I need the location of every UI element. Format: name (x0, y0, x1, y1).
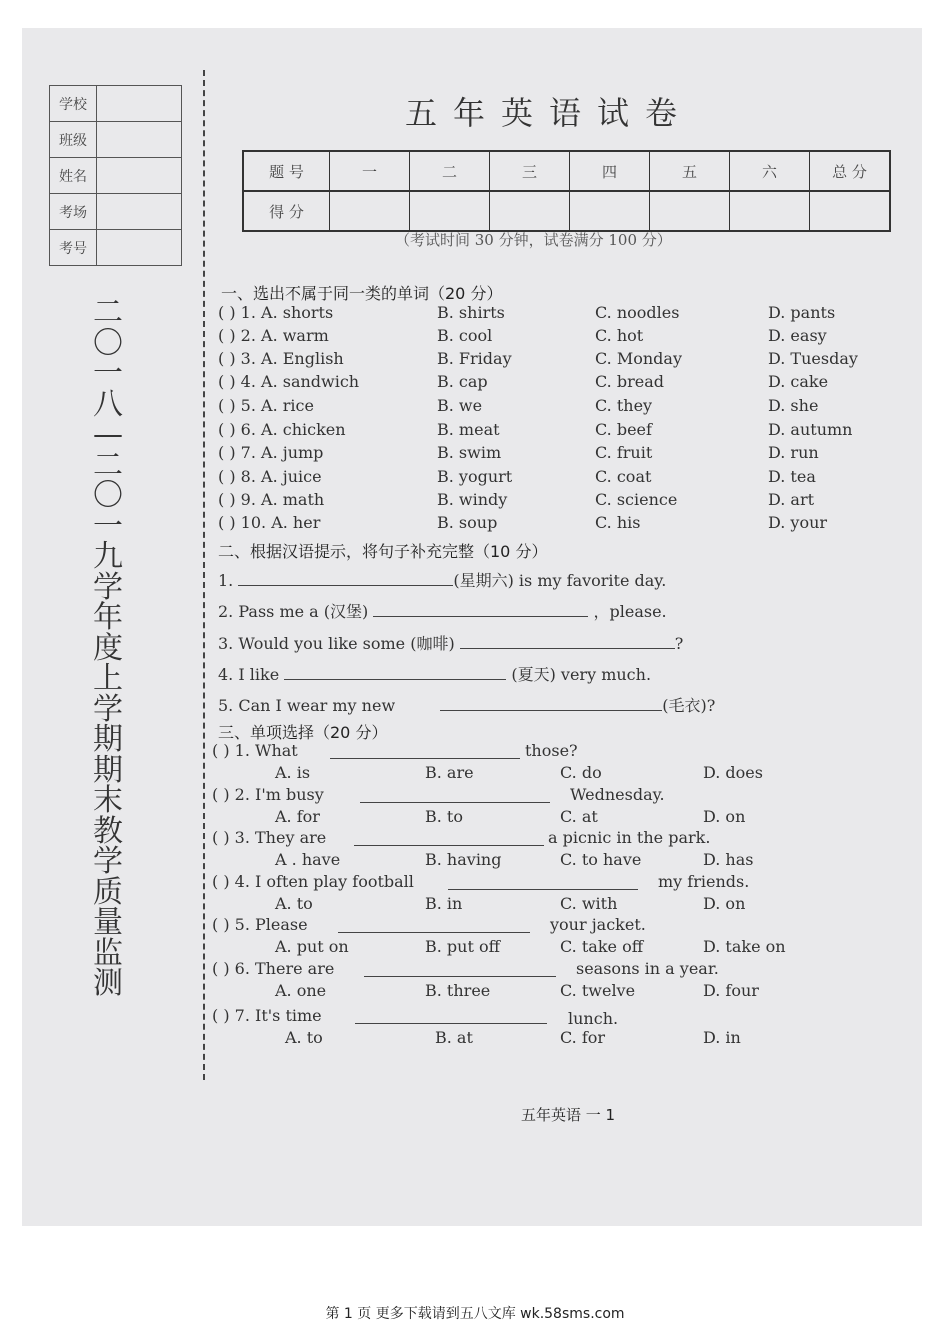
question-tail: those? (525, 741, 578, 760)
question-stem: ( ) 7. It's time (212, 1006, 322, 1025)
info-label: 班级 (50, 122, 97, 158)
score-header-cell: 总 分 (810, 151, 891, 191)
info-label: 学校 (50, 86, 97, 122)
option-b[interactable]: B. at (435, 1028, 473, 1047)
option-c[interactable]: C. for (560, 1028, 606, 1047)
question-stem: ( ) 8. A. juice (218, 467, 322, 486)
option-c[interactable]: C. bread (595, 372, 664, 391)
option-b[interactable]: B. soup (437, 513, 498, 532)
score-header-cell: 三 (490, 151, 570, 191)
score-cell[interactable] (730, 191, 810, 231)
option-d[interactable]: D. does (703, 763, 763, 782)
fill-item (218, 662, 651, 685)
question-stem: ( ) 6. A. chicken (218, 420, 346, 439)
section-1-heading: 一、选出不属于同一类的单词（20 分） (221, 284, 503, 303)
info-label: 考场 (50, 194, 97, 230)
question-stem: ( ) 5. A. rice (218, 396, 314, 415)
option-a[interactable]: A. is (275, 763, 311, 782)
option-c[interactable]: C. noodles (595, 303, 680, 322)
option-d[interactable]: D. has (703, 850, 754, 869)
question-tail: Wednesday. (570, 785, 665, 804)
question-tail: a picnic in the park. (548, 828, 711, 847)
fill-item-prefix: 5. Can I wear my new (218, 696, 396, 715)
option-d[interactable]: D. easy (768, 326, 827, 345)
info-field[interactable] (97, 122, 182, 158)
answer-blank[interactable] (460, 632, 675, 649)
question-stem: ( ) 2. I'm busy (212, 785, 324, 804)
option-d[interactable]: D. in (703, 1028, 741, 1047)
option-b[interactable]: B. we (437, 396, 483, 415)
option-b[interactable]: B. cap (437, 372, 488, 391)
option-d[interactable]: D. your (768, 513, 828, 532)
info-field[interactable] (97, 194, 182, 230)
download-note: 第 1 页 更多下载请到五八文库 wk.58sms.com (325, 1306, 625, 1322)
question-tail: lunch. (568, 1009, 619, 1028)
option-b[interactable]: B. windy (437, 490, 508, 509)
option-b[interactable]: B. cool (437, 326, 493, 345)
option-d[interactable]: D. take on (703, 937, 786, 956)
fill-item-suffix: (夏天) very much. (511, 665, 652, 684)
option-b[interactable]: B. yogurt (437, 467, 513, 486)
option-c[interactable]: C. take off (560, 937, 644, 956)
info-field[interactable] (97, 230, 182, 266)
answer-blank[interactable] (354, 845, 544, 846)
info-label: 考号 (50, 230, 97, 266)
section-2-heading: 二、根据汉语提示，将句子补充完整（10 分） (218, 542, 548, 561)
option-d[interactable]: D. cake (768, 372, 829, 391)
fill-item-prefix: 1. (218, 571, 234, 590)
score-cell[interactable] (490, 191, 570, 231)
option-d[interactable]: D. pants (768, 303, 836, 322)
question-stem: ( ) 4. A. sandwich (218, 372, 360, 391)
question-stem: ( ) 9. A. math (218, 490, 325, 509)
score-header-cell: 五 (650, 151, 730, 191)
score-cell[interactable] (410, 191, 490, 231)
answer-blank[interactable] (284, 663, 506, 680)
answer-blank[interactable] (355, 1023, 547, 1024)
binding-line (203, 70, 205, 1080)
info-label: 姓名 (50, 158, 97, 194)
fill-item-prefix: 4. I like (218, 665, 280, 684)
question-stem: ( ) 7. A. jump (218, 443, 324, 462)
fill-item-suffix: (毛衣)? (662, 696, 716, 715)
option-d[interactable]: D. Tuesday (768, 349, 858, 368)
score-header-cell: 四 (570, 151, 650, 191)
fill-item (218, 631, 683, 654)
question-stem: ( ) 4. I often play football (212, 872, 414, 891)
option-c[interactable]: C. hot (595, 326, 644, 345)
question-stem: ( ) 1. What (212, 741, 298, 760)
option-d[interactable]: D. on (703, 807, 746, 826)
score-header-cell: 六 (730, 151, 810, 191)
option-d[interactable]: D. on (703, 894, 746, 913)
option-b[interactable]: B. in (425, 894, 463, 913)
question-stem: ( ) 1. A. shorts (218, 303, 334, 322)
option-c[interactable]: C. fruit (595, 443, 653, 462)
option-c[interactable]: C. to have (560, 850, 642, 869)
answer-blank[interactable] (440, 694, 662, 711)
option-b[interactable]: B. are (425, 763, 474, 782)
option-d[interactable]: D. tea (768, 467, 816, 486)
question-tail: your jacket. (550, 915, 646, 934)
section-3-heading: 三、单项选择（20 分） (218, 723, 388, 742)
option-d[interactable]: D. art (768, 490, 815, 509)
option-c[interactable]: C. coat (595, 467, 652, 486)
option-a[interactable]: A. one (275, 981, 327, 1000)
score-table (242, 150, 891, 232)
option-b[interactable]: B. Friday (437, 349, 512, 368)
option-b[interactable]: B. three (425, 981, 491, 1000)
option-b[interactable]: B. swim (437, 443, 502, 462)
info-field[interactable] (97, 158, 182, 194)
option-b[interactable]: B. shirts (437, 303, 505, 322)
option-c[interactable]: C. beef (595, 420, 652, 439)
option-c[interactable]: C. his (595, 513, 641, 532)
option-d[interactable]: D. she (768, 396, 819, 415)
vertical-exam-title: 二〇一八—二〇一九学年度上学期期末教学质量监测 (93, 295, 123, 1001)
answer-blank[interactable] (338, 932, 530, 933)
option-c[interactable]: C. they (595, 396, 653, 415)
question-stem: ( ) 3. They are (212, 828, 327, 847)
fill-item-suffix: ? (674, 634, 684, 653)
option-c[interactable]: C. at (560, 807, 598, 826)
option-a[interactable]: A. for (275, 807, 320, 826)
option-a[interactable]: A. to (275, 894, 313, 913)
option-b[interactable]: B. to (425, 807, 463, 826)
question-tail: my friends. (658, 872, 750, 891)
question-stem: ( ) 2. A. warm (218, 326, 329, 345)
option-a[interactable]: A. to (285, 1028, 323, 1047)
answer-blank[interactable] (238, 569, 453, 586)
exam-title: 五年英语试卷 (405, 94, 694, 132)
answer-blank[interactable] (364, 976, 556, 977)
option-c[interactable]: C. Monday (595, 349, 682, 368)
score-header-cell: 二 (410, 151, 490, 191)
question-tail: seasons in a year. (576, 959, 719, 978)
fill-item-prefix: 3. Would you like some (咖啡) (218, 634, 455, 653)
fill-item (218, 599, 667, 622)
question-stem: ( ) 6. There are (212, 959, 335, 978)
answer-blank[interactable] (373, 600, 588, 617)
option-b[interactable]: B. meat (437, 420, 500, 439)
exam-note: （考试时间 30 分钟，试卷满分 100 分） (395, 231, 672, 249)
question-stem: ( ) 10. A. her (218, 513, 321, 532)
option-d[interactable]: D. run (768, 443, 819, 462)
score-row-label: 得 分 (243, 191, 330, 231)
option-c[interactable]: C. do (560, 763, 602, 782)
score-cell[interactable] (330, 191, 410, 231)
question-stem: ( ) 5. Please (212, 915, 308, 934)
option-b[interactable]: B. put off (425, 937, 500, 956)
fill-item (218, 693, 715, 716)
score-header-cell: 题 号 (243, 151, 330, 191)
fill-item-prefix: 2. Pass me a (汉堡) (218, 602, 369, 621)
answer-blank[interactable] (360, 802, 550, 803)
option-d[interactable]: D. four (703, 981, 759, 1000)
option-d[interactable]: D. autumn (768, 420, 853, 439)
fill-item-suffix: ，please. (593, 602, 667, 621)
option-c[interactable]: C. with (560, 894, 618, 913)
option-c[interactable]: C. science (595, 490, 678, 509)
answer-blank[interactable] (330, 758, 520, 759)
info-field[interactable] (97, 86, 182, 122)
score-cell[interactable] (650, 191, 730, 231)
score-cell[interactable] (570, 191, 650, 231)
option-b[interactable]: B. having (425, 850, 502, 869)
answer-blank[interactable] (448, 889, 638, 890)
page-footer: 五年英语 一 1 (521, 1106, 616, 1124)
student-info-table (49, 85, 182, 266)
option-a[interactable]: A. put on (275, 937, 349, 956)
fill-item (218, 568, 666, 591)
score-header-cell: 一 (330, 151, 410, 191)
question-stem: ( ) 3. A. English (218, 349, 344, 368)
option-c[interactable]: C. twelve (560, 981, 636, 1000)
option-a[interactable]: A . have (275, 850, 341, 869)
fill-item-suffix: (星期六) is my favorite day. (453, 571, 667, 590)
score-cell[interactable] (810, 191, 891, 231)
